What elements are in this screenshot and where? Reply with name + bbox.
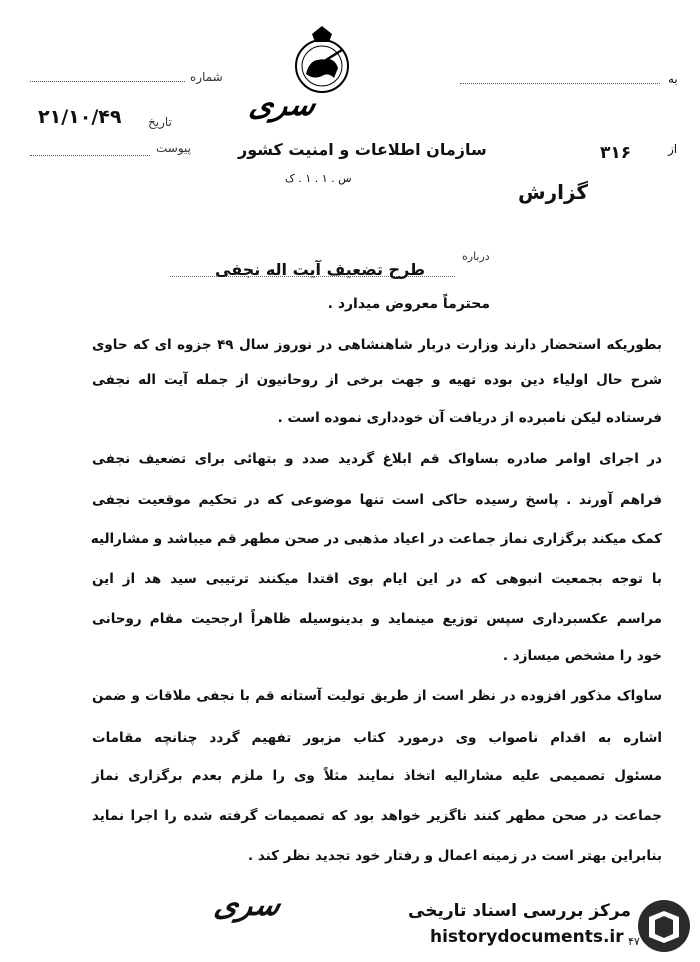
- date-value: ۲۱/۱۰/۴۹: [38, 106, 122, 128]
- attachment-label: پیوست: [156, 141, 191, 155]
- from-label: از: [668, 142, 678, 156]
- body-line: فراهم آورند . پاسخ رسیده حاکی است تنها موضوعی که در تحکیم موقعیت نجفی: [92, 492, 662, 508]
- archive-logo-icon: [635, 897, 693, 955]
- body-line: مراسم عکسبرداری سپس توزیع مینماید و بدینوسیله ظاهراً ارجحیت مقام روحانی: [92, 611, 662, 627]
- org-code: س . ۱ . ۱ . ک: [285, 172, 352, 185]
- watermark-title: مرکز بررسی اسناد تاریخی: [408, 901, 631, 921]
- body-line: بطوریکه استحضار دارند وزارت دربار شاهنشاهی در نوروز سال ۴۹ جزوه ای که حاوی: [92, 337, 663, 353]
- salutation: محترماً معروض میدارد .: [327, 296, 490, 312]
- body-line: اشاره به اقدام ناصواب وی درمورد کتاب مزبور تفهیم گردد چنانچه مقامات: [92, 730, 662, 746]
- body-line: بنابراین بهتر است در زمینه اعمال و رفتار خود تجدید نظر کند .: [247, 848, 662, 864]
- body-line: با توجه بجمعیت انبوهی که در این ایام بوی اقتدا میکنند ترتیبی سید هد از این: [92, 571, 662, 587]
- secret-stamp-footer: سری: [211, 888, 284, 923]
- body-line: فرستاده لیکن نامبرده از دریافت آن خودداری نموده است .: [277, 410, 662, 426]
- body-line: ساواک مذکور افزوده در نظر است از طریق تولیت آستانه قم با نجفی ملاقات و ضمن: [92, 688, 662, 704]
- body-line: کمک میکند برگزاری نماز جماعت در اعیاد مذهبی در صحن مطهر قم میباشد و مشارالیه: [90, 531, 662, 547]
- to-field: [460, 74, 660, 84]
- number-label: شماره: [190, 70, 223, 84]
- body-line: در اجرای اوامر صادره بساواک قم ابلاغ گردید صدد و بتهائی برای تضعیف نجفی: [92, 451, 662, 467]
- number-field: [30, 72, 185, 82]
- to-label: به: [668, 72, 678, 86]
- secret-stamp-header: سری: [246, 88, 319, 123]
- org-name: سازمان اطلاعات و امنیت کشور: [238, 140, 487, 159]
- report-title: گزارش: [518, 180, 589, 204]
- body-line: جماعت در صحن مطهر کنند ناگزیر خواهد بود که تصمیمات گرفته شده را اجرا نماید: [92, 808, 662, 824]
- body-line: خود را مشخص میسازد .: [502, 648, 662, 664]
- from-value: ۳۱۶: [600, 143, 632, 163]
- body-line: مسئول تصمیمی علیه مشارالیه اتخاذ نمایند مثلاً وی را ملزم بعدم برگزاری نماز: [92, 768, 662, 784]
- attachment-field: [30, 146, 150, 156]
- watermark-url: historydocuments.ir: [430, 927, 624, 947]
- date-label: تاریخ: [148, 115, 172, 129]
- body-line: شرح حال اولیاء دین بوده تهیه و جهت برخی از روحانیون از جمله آیت اله نجفی: [92, 372, 662, 388]
- subject-text: طرح تضعیف آیت اله نجفی: [215, 260, 426, 279]
- subject-label: درباره: [462, 250, 490, 263]
- page-number: ۴۷: [628, 935, 640, 948]
- archive-watermark: [408, 895, 695, 959]
